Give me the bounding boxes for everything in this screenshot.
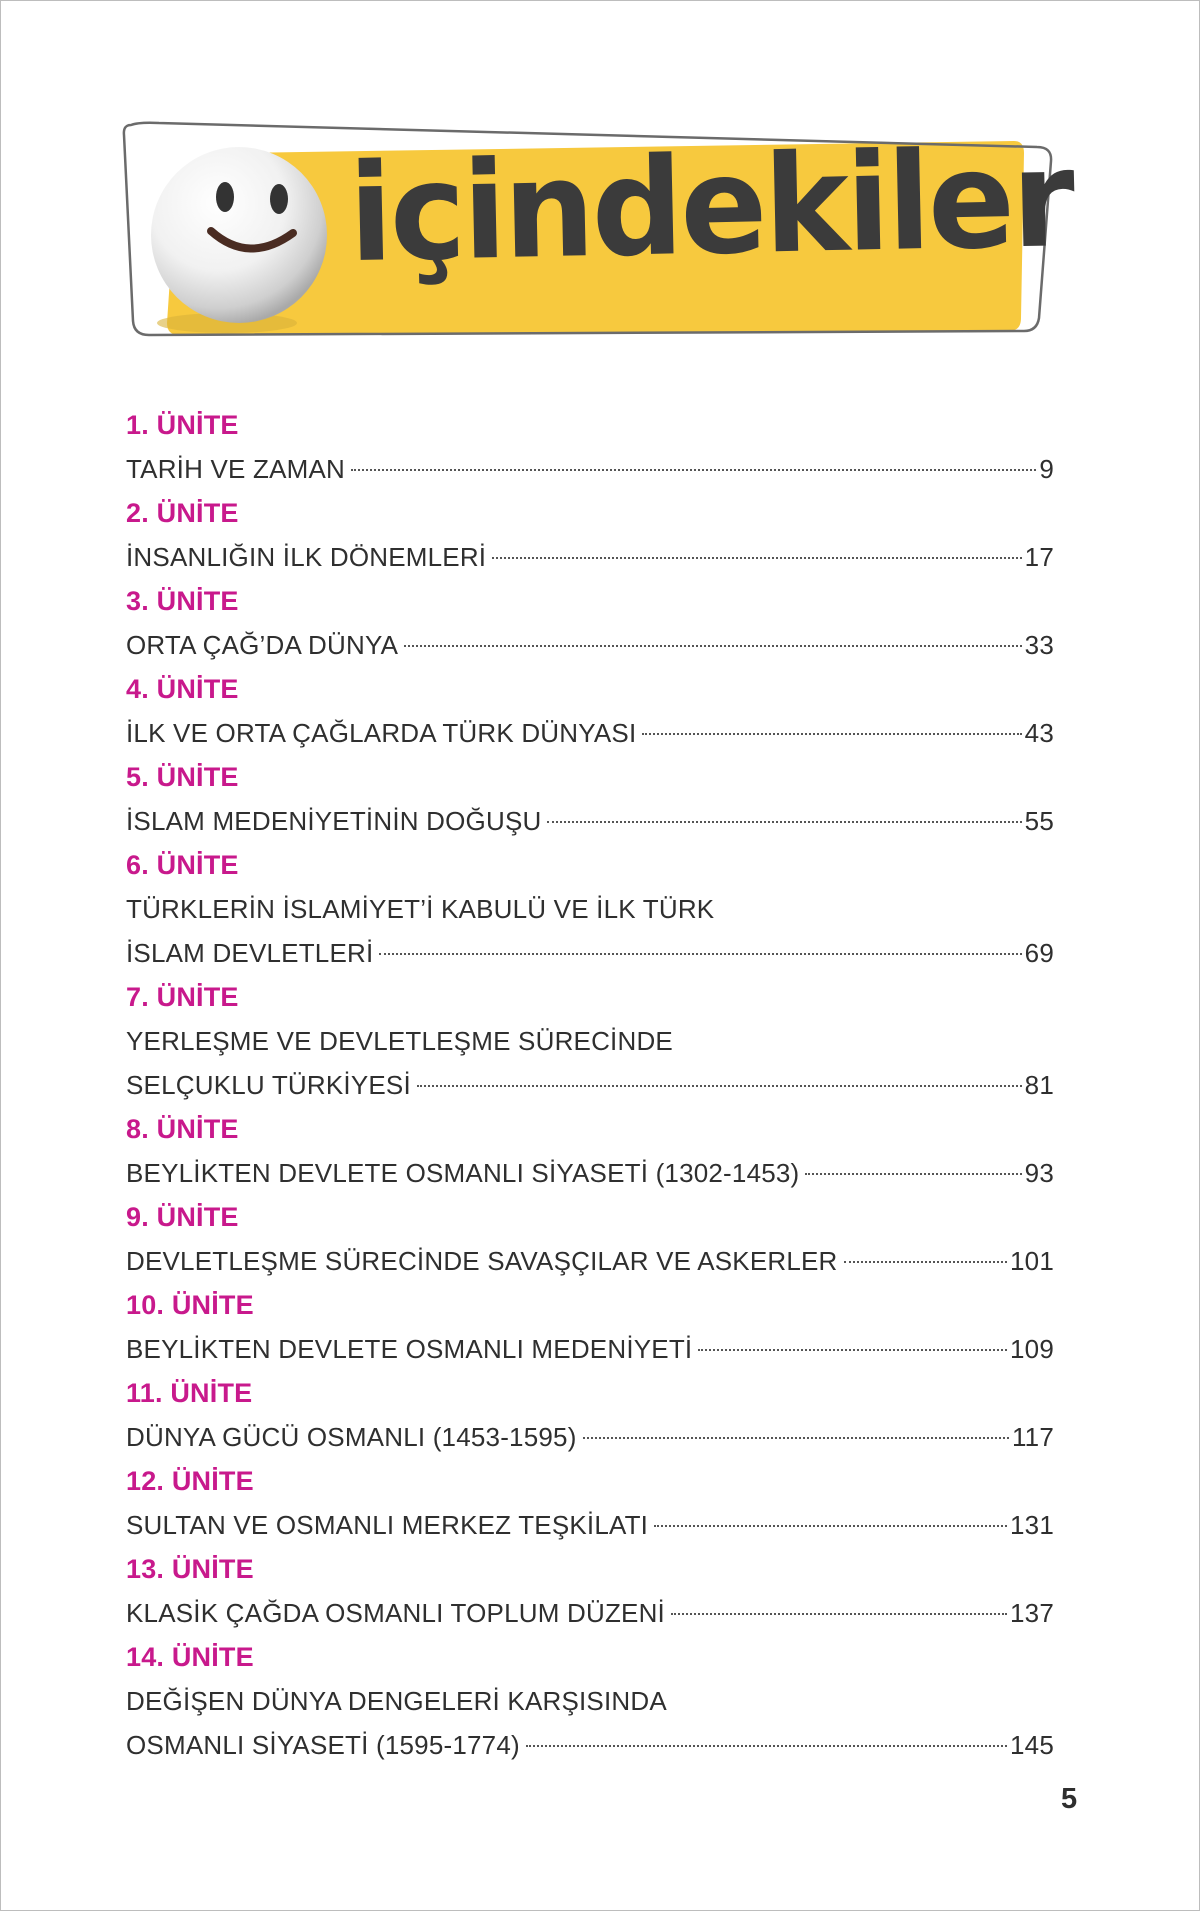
toc-line xyxy=(126,535,1054,579)
toc-entry xyxy=(126,975,1054,1107)
unit-heading: 11. ÜNİTE xyxy=(126,1378,253,1408)
dot-leader xyxy=(417,1085,1022,1087)
toc-line xyxy=(126,1239,1054,1283)
chapter-title: DEĞİŞEN DÜNYA DENGELERİ KARŞISINDA xyxy=(126,1686,667,1716)
toc-line xyxy=(126,1723,1054,1767)
chapter-page-number: 17 xyxy=(1024,542,1054,572)
chapter-title: İSLAM DEVLETLERİ xyxy=(126,938,374,968)
chapter-title: TÜRKLERİN İSLAMİYET’İ KABULÜ VE İLK TÜRK xyxy=(126,894,715,924)
toc-line xyxy=(126,1591,1054,1635)
chapter-page-number: 137 xyxy=(1010,1598,1054,1628)
chapter-title: ORTA ÇAĞ’DA DÜNYA xyxy=(126,630,399,660)
chapter-page-number: 43 xyxy=(1024,718,1054,748)
chapter-title: İLK VE ORTA ÇAĞLARDA TÜRK DÜNYASI xyxy=(126,718,637,748)
dot-leader xyxy=(351,469,1036,471)
page-number: 5 xyxy=(1061,1783,1078,1815)
unit-heading: 14. ÜNİTE xyxy=(126,1642,254,1672)
chapter-page-number: 101 xyxy=(1010,1246,1054,1276)
toc-line xyxy=(126,711,1054,755)
table-of-contents xyxy=(126,403,1054,1767)
unit-heading: 5. ÜNİTE xyxy=(126,762,239,792)
chapter-page-number: 33 xyxy=(1024,630,1054,660)
dot-leader xyxy=(547,821,1021,823)
toc-entry xyxy=(126,1547,1054,1635)
chapter-title: OSMANLI SİYASETİ (1595-1774) xyxy=(126,1730,520,1760)
toc-entry xyxy=(126,1459,1054,1547)
toc-line xyxy=(126,799,1054,843)
dot-leader xyxy=(492,557,1021,559)
unit-heading: 4. ÜNİTE xyxy=(126,674,239,704)
chapter-page-number: 93 xyxy=(1024,1158,1054,1188)
chapter-title: SELÇUKLU TÜRKİYESİ xyxy=(126,1070,411,1100)
chapter-title: YERLEŞME VE DEVLETLEŞME SÜRECİNDE xyxy=(126,1026,673,1056)
unit-heading: 9. ÜNİTE xyxy=(126,1202,239,1232)
dot-leader xyxy=(805,1173,1021,1175)
toc-entry xyxy=(126,403,1054,491)
unit-heading: 10. ÜNİTE xyxy=(126,1290,254,1320)
toc-entry xyxy=(126,755,1054,843)
unit-heading: 3. ÜNİTE xyxy=(126,586,239,616)
chapter-title: KLASİK ÇAĞDA OSMANLI TOPLUM DÜZENİ xyxy=(126,1598,665,1628)
toc-line xyxy=(126,931,1054,975)
chapter-title: DÜNYA GÜCÜ OSMANLI (1453-1595) xyxy=(126,1422,577,1452)
toc-entry xyxy=(126,843,1054,975)
unit-heading: 13. ÜNİTE xyxy=(126,1554,254,1584)
toc-line xyxy=(126,1151,1054,1195)
chapter-title: DEVLETLEŞME SÜRECİNDE SAVAŞÇILAR VE ASKERLER xyxy=(126,1246,838,1276)
chapter-title: BEYLİKTEN DEVLETE OSMANLI MEDENİYETİ xyxy=(126,1334,693,1364)
unit-heading: 1. ÜNİTE xyxy=(126,410,239,440)
dot-leader xyxy=(654,1525,1007,1527)
chapter-page-number: 131 xyxy=(1010,1510,1054,1540)
unit-heading: 12. ÜNİTE xyxy=(126,1466,254,1496)
toc-line xyxy=(126,1327,1054,1371)
chapter-title: İSLAM MEDENİYETİNİN DOĞUŞU xyxy=(126,806,542,836)
dot-leader xyxy=(671,1613,1007,1615)
chapter-page-number: 117 xyxy=(1011,1422,1054,1452)
dot-leader xyxy=(642,733,1021,735)
chapter-title: SULTAN VE OSMANLI MERKEZ TEŞKİLATI xyxy=(126,1510,649,1540)
toc-entry xyxy=(126,579,1054,667)
chapter-page-number: 109 xyxy=(1010,1334,1054,1364)
unit-heading: 2. ÜNİTE xyxy=(126,498,239,528)
dot-leader xyxy=(583,1437,1009,1439)
chapter-page-number: 55 xyxy=(1024,806,1054,836)
toc-line xyxy=(126,623,1054,667)
chapter-page-number: 145 xyxy=(1010,1730,1054,1760)
toc-entry xyxy=(126,1635,1054,1767)
dot-leader xyxy=(404,645,1022,647)
chapter-page-number: 81 xyxy=(1024,1070,1054,1100)
unit-heading: 7. ÜNİTE xyxy=(126,982,239,1012)
dot-leader xyxy=(379,953,1021,955)
toc-entry xyxy=(126,1107,1054,1195)
toc-entry xyxy=(126,1195,1054,1283)
toc-line xyxy=(126,447,1054,491)
toc-line xyxy=(126,1415,1054,1459)
dot-leader xyxy=(698,1349,1007,1351)
toc-line xyxy=(126,1503,1054,1547)
toc-entry xyxy=(126,491,1054,579)
chapter-page-number: 69 xyxy=(1024,938,1054,968)
toc-entry xyxy=(126,1371,1054,1459)
toc-entry xyxy=(126,667,1054,755)
chapter-title: İNSANLIĞIN İLK DÖNEMLERİ xyxy=(126,542,487,572)
unit-heading: 6. ÜNİTE xyxy=(126,850,239,880)
chapter-title: TARİH VE ZAMAN xyxy=(126,454,346,484)
unit-heading: 8. ÜNİTE xyxy=(126,1114,239,1144)
toc-entry xyxy=(126,1283,1054,1371)
page-title: içindekiler xyxy=(347,121,1074,293)
title-banner xyxy=(119,113,1074,358)
dot-leader xyxy=(526,1745,1007,1747)
dot-leader xyxy=(844,1261,1008,1263)
chapter-page-number: 9 xyxy=(1039,454,1054,484)
toc-line xyxy=(126,1063,1054,1107)
chapter-title: BEYLİKTEN DEVLETE OSMANLI SİYASETİ (1302-1453) xyxy=(126,1158,800,1188)
